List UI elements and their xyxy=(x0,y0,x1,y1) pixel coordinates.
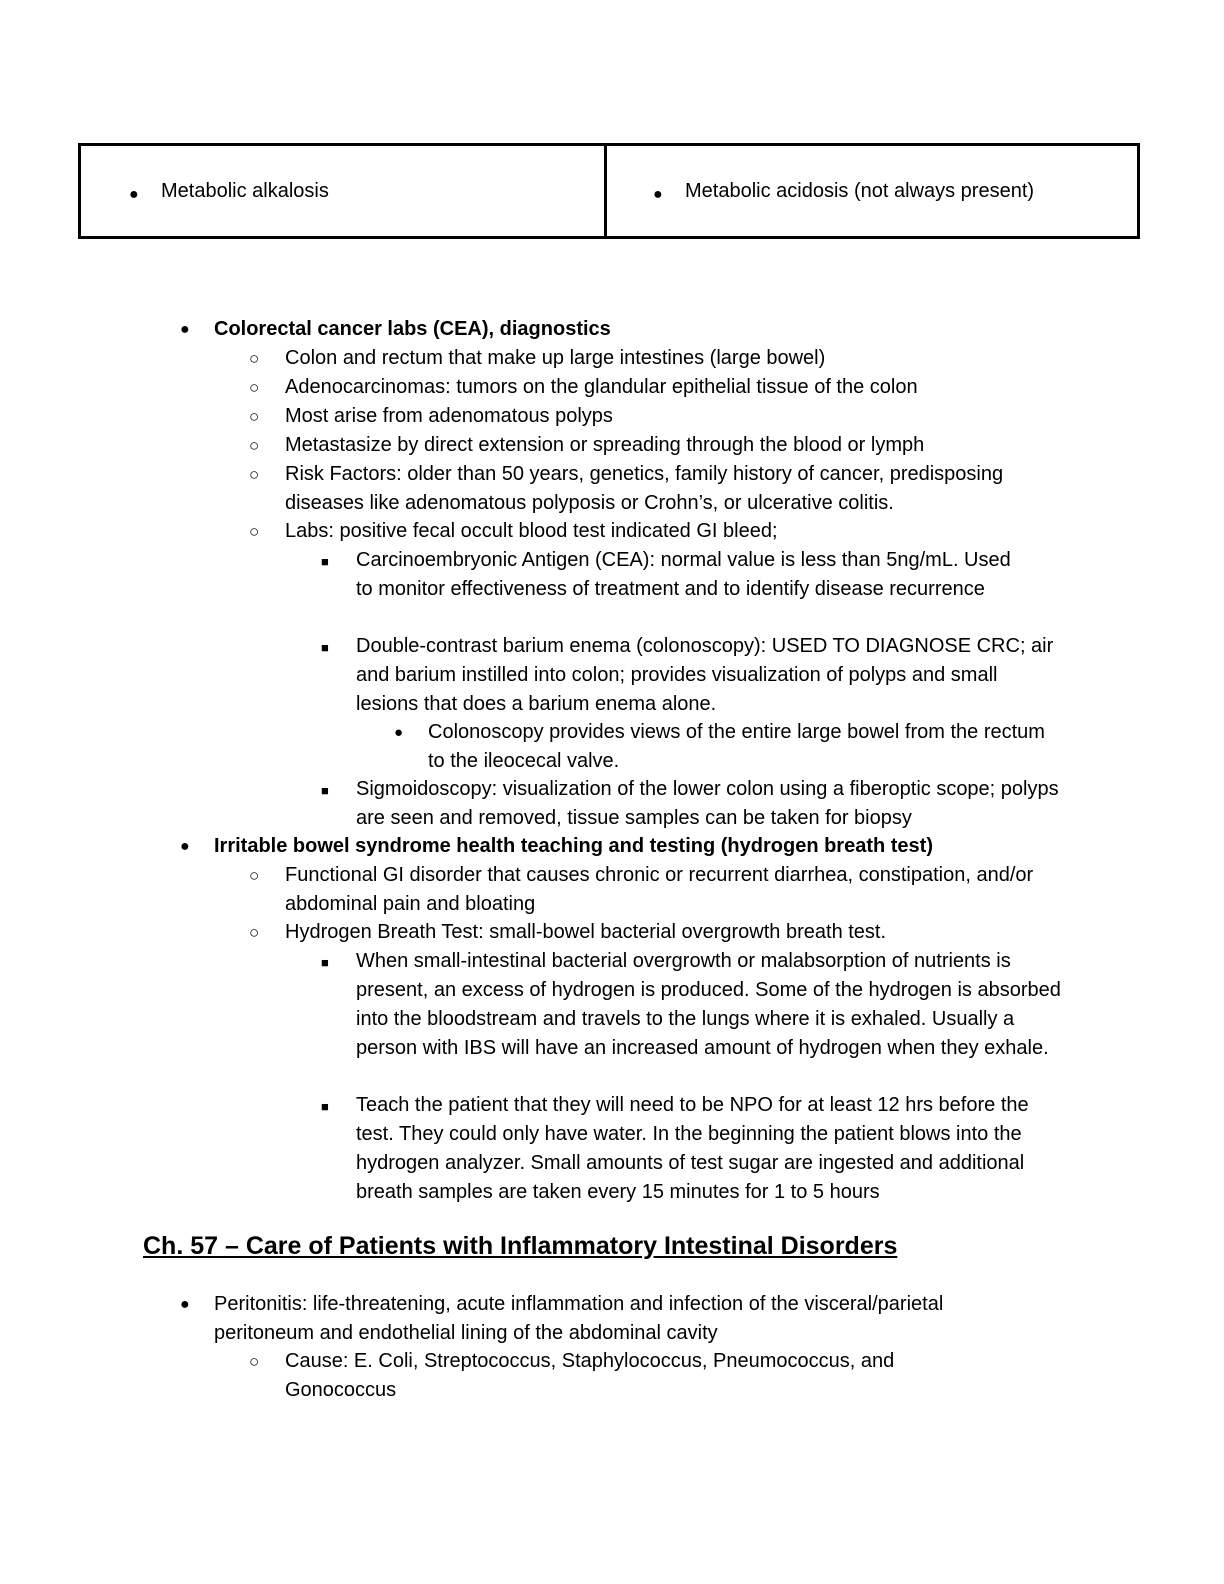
bullet-marker: ○ xyxy=(249,378,260,397)
list-item xyxy=(180,1290,1024,1348)
list-item-text: Colonoscopy provides views of the entire large bowel from the rectum to the ileocecal valve. xyxy=(428,721,1045,772)
bullet-marker: ● xyxy=(180,1296,190,1313)
table-cell-right xyxy=(607,146,1137,236)
cell-text: Metabolic acidosis (not always present) xyxy=(685,180,1035,202)
list-item-text: Metastasize by direct extension or spreading through the blood or lymph xyxy=(285,434,925,456)
bullet-marker: ● xyxy=(653,186,663,203)
section-heading: Ch. 57 – Care of Patients with Inflammatory Intestinal Disorders xyxy=(143,1232,898,1260)
list-item xyxy=(249,918,1085,947)
bullet-marker: ■ xyxy=(321,640,329,655)
list-item xyxy=(249,1347,975,1405)
list-item-text: Sigmoidoscopy: visualization of the lower colon using a fiberoptic scope; polyps are seen and removed, tissue samples can be taken for biopsy xyxy=(356,778,1059,829)
list-item-text: When small-intestinal bacterial overgrowth or malabsorption of nutrients is present, an excess of hydrogen is produced. Some of the hydrogen is absorbed into the bloodstream and travels to the lungs where it is exhaled. Usually a person with IBS will have an increased amount of hydrogen when they exhale. xyxy=(356,950,1061,1059)
bullet-marker: ■ xyxy=(321,783,329,798)
bullet-marker: ● xyxy=(180,321,190,338)
list-item xyxy=(249,373,1085,402)
list-item-text: Risk Factors: older than 50 years, genetics, family history of cancer, predisposing diseases like adenomatous polyposis or Crohn’s, or ulcerative colitis. xyxy=(285,463,1004,514)
list-item xyxy=(180,832,1094,861)
cell-text: Metabolic alkalosis xyxy=(161,180,329,202)
list-item-text: Functional GI disorder that causes chronic or recurrent diarrhea, constipation, and/or abdominal pain and bloating xyxy=(285,864,1034,915)
list-item-text: Cause: E. Coli, Streptococcus, Staphylococcus, Pneumococcus, and Gonococcus xyxy=(285,1350,895,1401)
bullet-marker: ○ xyxy=(249,436,260,455)
list-item-text: Peritonitis: life-threatening, acute inflammation and infection of the visceral/parietal peritoneum and endothelial lining of the abdominal cavity xyxy=(214,1293,944,1344)
list-item xyxy=(321,947,1068,1063)
list-item-text: Double-contrast barium enema (colonoscopy): USED TO DIAGNOSE CRC; air and barium instilled into colon; provides visualization of polyps and small lesions that does a barium enema alone. xyxy=(356,635,1054,715)
list-item xyxy=(180,315,1074,344)
list-item xyxy=(321,632,1056,719)
list-item xyxy=(321,775,1076,833)
table-cell-left xyxy=(81,146,607,236)
list-item-text: Labs: positive fecal occult blood test indicated GI bleed; xyxy=(285,520,778,542)
bullet-marker: ■ xyxy=(321,955,329,970)
list-item-text: Colorectal cancer labs (CEA), diagnostics xyxy=(214,318,611,340)
bullet-marker: ○ xyxy=(249,349,260,368)
list-item-text: Carcinoembryonic Antigen (CEA): normal value is less than 5ng/mL. Used to monitor effectiveness of treatment and to identify disease recurrence xyxy=(356,549,1011,600)
bullet-marker: ● xyxy=(129,186,139,203)
bullet-marker: ○ xyxy=(249,923,260,942)
list-item-text: Most arise from adenomatous polyps xyxy=(285,405,613,427)
list-item-text: Teach the patient that they will need to be NPO for at least 12 hrs before the test. They could only have water. In the beginning the patient blows into the hydrogen analyzer. Small amounts of test sugar are ingested and additional breath samples are taken every 15 minutes for 1 to 5 hours xyxy=(356,1094,1029,1203)
list-item xyxy=(249,431,1085,460)
bullet-marker: ■ xyxy=(321,1099,329,1114)
list-item xyxy=(249,517,1085,546)
comparison-table xyxy=(78,143,1140,239)
list-item xyxy=(249,861,1055,919)
bullet-marker: ○ xyxy=(249,465,260,484)
bullet-marker: ■ xyxy=(321,554,329,569)
list-item-text: Adenocarcinomas: tumors on the glandular epithelial tissue of the colon xyxy=(285,376,918,398)
bullet-marker: ○ xyxy=(249,866,260,885)
bullet-marker: ○ xyxy=(249,522,260,541)
list-item xyxy=(321,1091,1070,1207)
list-item xyxy=(249,402,1085,431)
bullet-marker: ● xyxy=(180,838,190,855)
bullet-marker: ● xyxy=(394,724,404,741)
list-item xyxy=(321,546,1026,604)
list-item-text: Irritable bowel syndrome health teaching and testing (hydrogen breath test) xyxy=(214,835,933,857)
bullet-marker: ○ xyxy=(249,407,260,426)
list-item xyxy=(394,718,1048,776)
list-item xyxy=(249,460,1075,518)
bullet-marker: ○ xyxy=(249,1352,260,1371)
list-item-text: Colon and rectum that make up large intestines (large bowel) xyxy=(285,347,826,369)
list-item-text: Hydrogen Breath Test: small-bowel bacterial overgrowth breath test. xyxy=(285,921,887,943)
list-item xyxy=(249,344,1085,373)
